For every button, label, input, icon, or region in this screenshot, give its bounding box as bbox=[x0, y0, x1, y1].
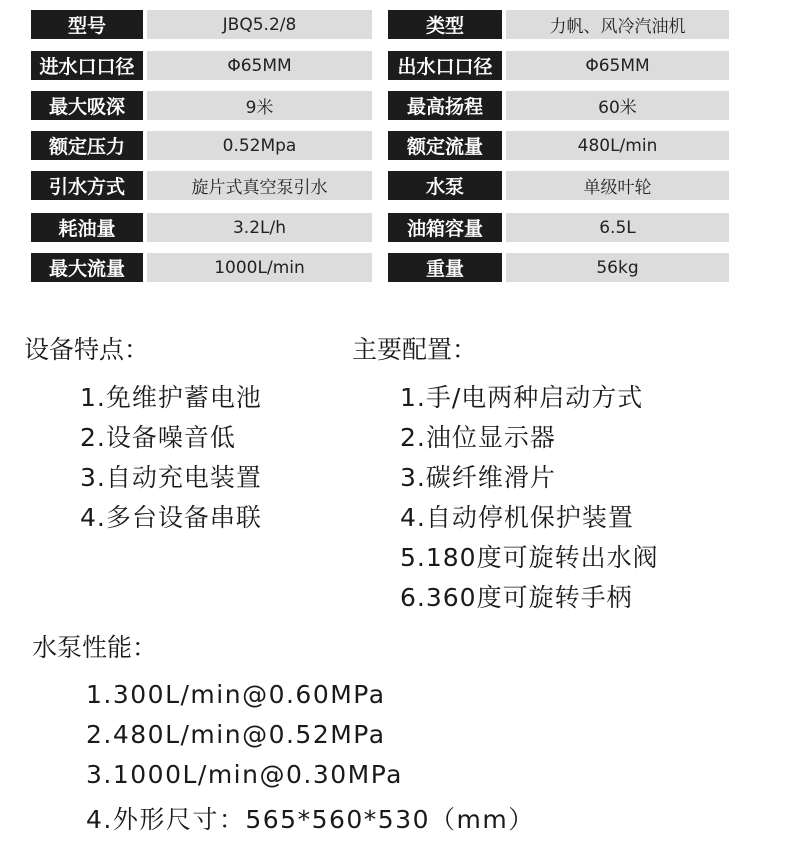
pump-item: 2.480L/min@0.52MPa bbox=[86, 720, 386, 749]
spec-label: 最高扬程 bbox=[388, 91, 502, 120]
spec-value: 480L/min bbox=[506, 131, 729, 160]
config-title: 主要配置： bbox=[352, 335, 478, 364]
config-item: 1.手/电两种启动方式 bbox=[400, 383, 644, 412]
features-title: 设备特点： bbox=[24, 335, 150, 364]
feature-item: 3.自动充电装置 bbox=[80, 463, 262, 492]
spec-value: Φ65MM bbox=[506, 51, 729, 80]
spec-label: 重量 bbox=[388, 253, 502, 282]
config-item: 3.碳纤维滑片 bbox=[400, 463, 556, 492]
spec-value: 0.52Mpa bbox=[147, 131, 372, 160]
pump-item: 3.1000L/min@0.30MPa bbox=[86, 760, 403, 789]
pump-title: 水泵性能： bbox=[32, 633, 158, 662]
spec-table bbox=[31, 0, 729, 290]
spec-value: 9米 bbox=[147, 91, 372, 120]
spec-value: JBQ5.2/8 bbox=[147, 10, 372, 39]
spec-label: 型号 bbox=[31, 10, 143, 39]
config-item: 2.油位显示器 bbox=[400, 423, 556, 452]
spec-label: 出水口口径 bbox=[388, 51, 502, 80]
spec-value: 3.2L/h bbox=[147, 213, 372, 242]
spec-value: 6.5L bbox=[506, 213, 729, 242]
pump-item: 1.300L/min@0.60MPa bbox=[86, 680, 386, 709]
feature-item: 4.多台设备串联 bbox=[80, 503, 262, 532]
spec-value: 1000L/min bbox=[147, 253, 372, 282]
spec-label: 进水口口径 bbox=[31, 51, 143, 80]
spec-value: 力帆、风冷汽油机 bbox=[506, 10, 729, 39]
spec-label: 引水方式 bbox=[31, 171, 143, 200]
spec-label: 最大流量 bbox=[31, 253, 143, 282]
spec-label: 额定流量 bbox=[388, 131, 502, 160]
spec-label: 最大吸深 bbox=[31, 91, 143, 120]
spec-value: 60米 bbox=[506, 91, 729, 120]
spec-label: 水泵 bbox=[388, 171, 502, 200]
config-item: 4.自动停机保护装置 bbox=[400, 503, 634, 532]
feature-item: 1.免维护蓄电池 bbox=[80, 383, 262, 412]
spec-value: 单级叶轮 bbox=[506, 171, 729, 200]
spec-label: 油箱容量 bbox=[388, 213, 502, 242]
config-item: 5.180度可旋转出水阀 bbox=[400, 543, 659, 572]
spec-value: Φ65MM bbox=[147, 51, 372, 80]
config-item: 6.360度可旋转手柄 bbox=[400, 583, 633, 612]
pump-item: 4.外形尺寸：565*560*530（mm） bbox=[86, 805, 535, 834]
spec-label: 耗油量 bbox=[31, 213, 143, 242]
spec-label: 类型 bbox=[388, 10, 502, 39]
feature-item: 2.设备噪音低 bbox=[80, 423, 236, 452]
spec-value: 旋片式真空泵引水 bbox=[147, 171, 372, 200]
spec-value: 56kg bbox=[506, 253, 729, 282]
spec-label: 额定压力 bbox=[31, 131, 143, 160]
